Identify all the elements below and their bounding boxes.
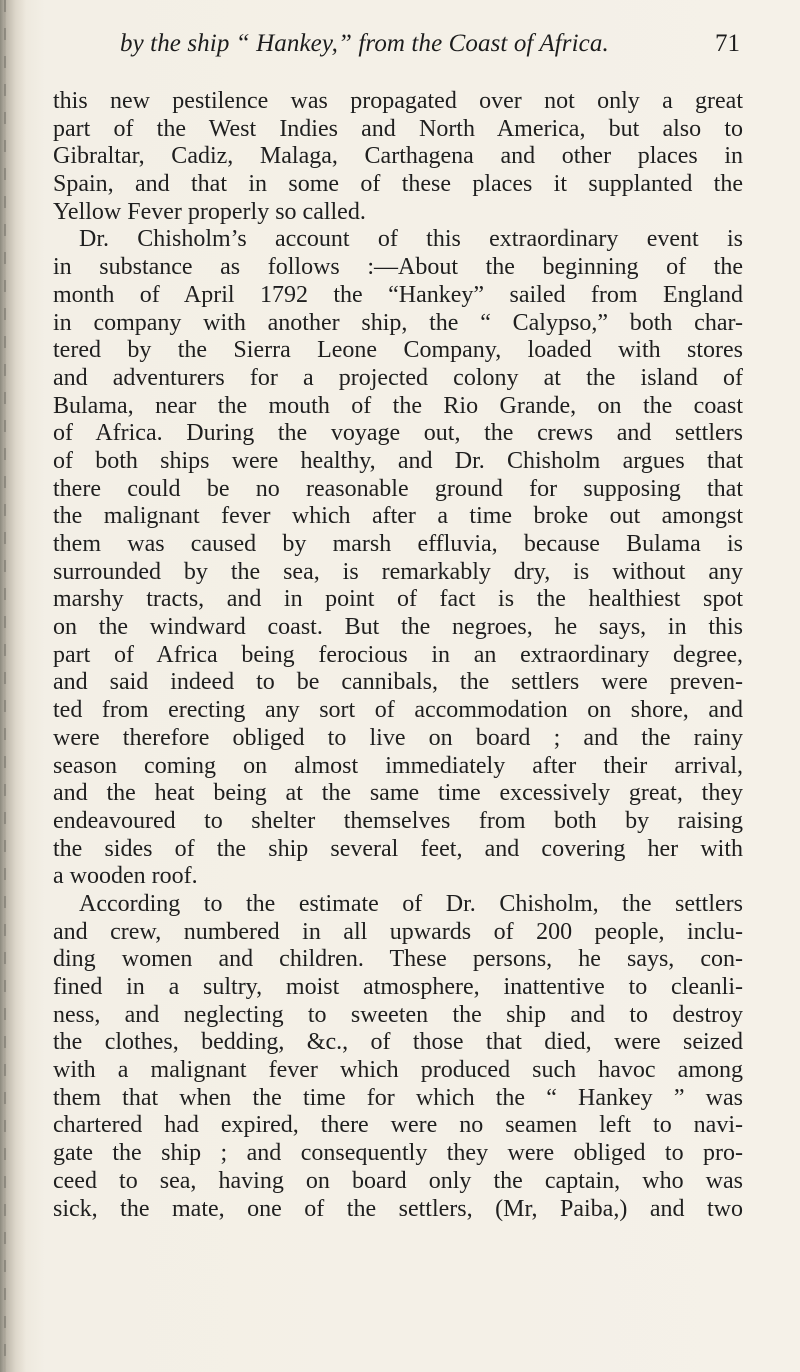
- text-line: the clothes, bedding, &c., of those that died, were seized: [53, 1029, 743, 1056]
- text-line: a wooden roof.: [53, 863, 198, 890]
- text-line: this new pestilence was propagated over not only a great: [53, 88, 743, 114]
- text-line: ted from erecting any sort of accommodation on shore, and: [53, 697, 743, 724]
- text-line: and adventurers for a projected colony at the island of: [53, 364, 743, 391]
- text-line: part of the West Indies and North America, but also to: [53, 115, 743, 142]
- text-line: chartered had expired, there were no seamen left to navi-: [53, 1112, 743, 1139]
- text-line: fined in a sultry, moist atmosphere, inattentive to cleanli-: [53, 974, 743, 1000]
- text-line: them that when the time for which the “ Hankey ” was: [53, 1084, 743, 1111]
- text-line: in substance as follows :—About the beginning of the: [53, 254, 743, 281]
- text-line: marshy tracts, and in point of fact is the healthiest spot: [53, 586, 743, 613]
- text-line: endeavoured to shelter themselves from both by raising: [53, 807, 743, 834]
- text-line: and crew, numbered in all upwards of 200 people, inclu-: [53, 918, 743, 945]
- text-line: part of Africa being ferocious in an extraordinary degree,: [53, 641, 743, 668]
- text-line: season coming on almost immediately after their arrival,: [53, 752, 743, 779]
- text-line: in company with another ship, the “ Calypso,” both char-: [53, 309, 743, 336]
- text-line: Spain, and that in some of these places it supplanted the: [53, 171, 743, 198]
- text-line: ding women and children. These persons, he says, con-: [53, 946, 743, 973]
- text-line: month of April 1792 the “Hankey” sailed from England: [53, 281, 743, 308]
- text-line: with a malignant fever which produced such havoc among: [53, 1057, 743, 1084]
- text-line: gate the ship ; and consequently they were obliged to pro-: [53, 1140, 743, 1167]
- text-line: According to the estimate of Dr. Chisholm, the settlers: [79, 890, 743, 917]
- page-number: 71: [715, 30, 740, 57]
- text-line: were therefore obliged to live on board ; and the rainy: [53, 724, 743, 751]
- text-line: surrounded by the sea, is remarkably dry, is without any: [53, 558, 743, 585]
- running-head: [108, 30, 740, 66]
- text-line: of Africa. During the voyage out, the crews and settlers: [53, 420, 743, 447]
- text-line: Dr. Chisholm’s account of this extraordinary event is: [79, 226, 743, 253]
- text-line: ceed to sea, having on board only the captain, who was: [53, 1167, 743, 1194]
- text-line: Yellow Fever properly so called.: [53, 198, 366, 225]
- text-line: tered by the Sierra Leone Company, loaded with stores: [53, 337, 743, 364]
- text-line: of both ships were healthy, and Dr. Chisholm argues that: [53, 447, 743, 474]
- text-line: Gibraltar, Cadiz, Malaga, Carthagena and other places in: [53, 143, 743, 170]
- text-line: there could be no reasonable ground for supposing that: [53, 475, 743, 502]
- page-gutter-binding: [0, 0, 26, 1372]
- text-line: and the heat being at the same time excessively great, they: [53, 780, 743, 807]
- body-text: [53, 88, 743, 1223]
- text-line: sick, the mate, one of the settlers, (Mr, Paiba,) and two: [53, 1195, 743, 1222]
- text-line: ness, and neglecting to sweeten the ship and to destroy: [53, 1001, 743, 1028]
- text-line: the sides of the ship several feet, and covering her with: [53, 835, 743, 862]
- running-title: by the ship “ Hankey,” from the Coast of Africa.: [120, 30, 609, 57]
- text-line: Bulama, near the mouth of the Rio Grande, on the coast: [53, 392, 743, 419]
- text-line: the malignant fever which after a time broke out amongst: [53, 503, 743, 530]
- text-line: and said indeed to be cannibals, the settlers were preven-: [53, 669, 743, 696]
- text-line: on the windward coast. But the negroes, he says, in this: [53, 614, 743, 641]
- text-line: them was caused by marsh effluvia, because Bulama is: [53, 531, 743, 557]
